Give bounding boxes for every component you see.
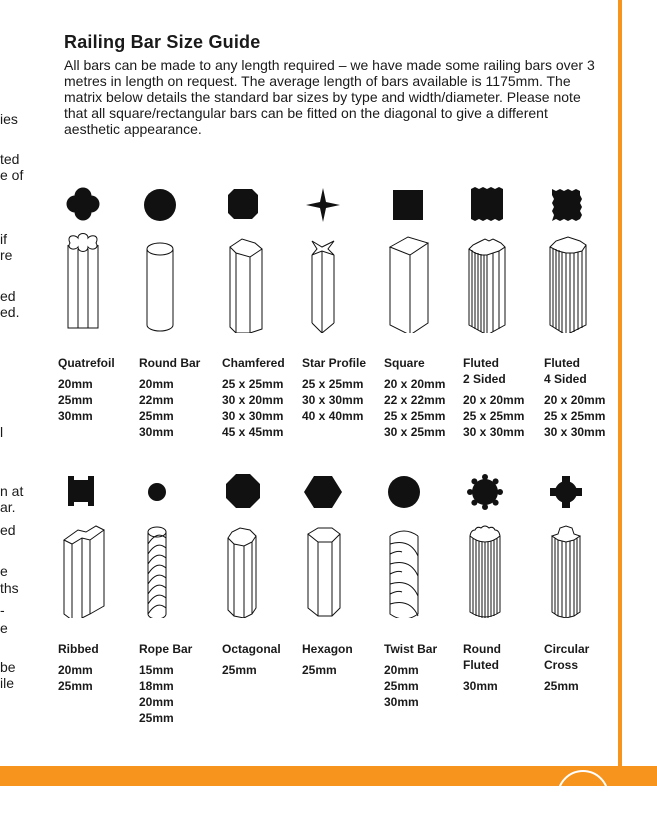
left-column-fragment: re <box>0 247 13 263</box>
size-value: 22 x 22mm <box>384 393 446 407</box>
bar-sizes <box>463 392 545 440</box>
bar-item-octagonal <box>222 468 304 677</box>
size-value: 25mm <box>139 711 174 725</box>
size-value: 25 x 25mm <box>222 377 284 391</box>
left-column-fragment: ted <box>0 151 20 167</box>
bar-sizes <box>222 376 304 440</box>
size-value: 25mm <box>384 679 419 693</box>
size-value: 40 x 40mm <box>302 409 364 423</box>
intro-paragraph: All bars can be made to any length required – we have made some railing bars over 3 metres in length on request. The average length of bars available is 1175mm. The matrix below details the standard bar sizes by type and width/diameter. Please note that all square/rectangular bars can be fitted on the diagonal to give a different aesthetic appearance. <box>64 57 595 137</box>
size-value: 25mm <box>58 679 93 693</box>
size-value: 25 x 25mm <box>302 377 364 391</box>
size-value: 25 x 25mm <box>463 409 525 423</box>
size-value: 30 x 30mm <box>222 409 284 423</box>
bar-sizes <box>302 662 384 678</box>
size-value: 25 x 25mm <box>544 409 606 423</box>
size-value: 20 x 20mm <box>384 377 446 391</box>
octagonal-icon <box>222 468 272 618</box>
round-fluted-icon <box>463 468 513 618</box>
left-column-fragment: be <box>0 659 16 675</box>
left-column-fragment: if <box>0 231 7 247</box>
quatrefoil-icon <box>58 183 108 333</box>
orange-footer-band <box>0 766 657 786</box>
bar-sizes <box>384 376 466 440</box>
bar-name: Round Fluted <box>463 642 501 672</box>
size-value: 30mm <box>58 409 93 423</box>
size-value: 30mm <box>463 679 498 693</box>
bar-item-round-fluted <box>463 468 545 693</box>
bar-name: Square <box>384 356 425 370</box>
rope-bar-icon <box>139 468 189 618</box>
fluted-4-sided-icon <box>544 183 594 333</box>
size-value: 25mm <box>222 663 257 677</box>
bar-item-chamfered <box>222 183 304 439</box>
bar-name: Round Bar <box>139 356 201 370</box>
left-column-fragment: ths <box>0 580 19 596</box>
bar-sizes <box>463 678 545 694</box>
square-icon <box>384 183 434 333</box>
size-value: 30 x 30mm <box>463 425 525 439</box>
bar-name: Quatrefoil <box>58 356 115 370</box>
bar-name: Twist Bar <box>384 642 438 656</box>
bar-name: Fluted 2 Sided <box>463 356 506 386</box>
hexagon-icon <box>302 468 352 618</box>
bar-item-twist-bar <box>384 468 466 709</box>
size-value: 20 x 20mm <box>463 393 525 407</box>
left-column-fragment: ed <box>0 522 16 538</box>
size-value: 20mm <box>384 663 419 677</box>
size-value: 20mm <box>139 695 174 709</box>
size-value: 30mm <box>139 425 174 439</box>
size-value: 18mm <box>139 679 174 693</box>
size-value: 22mm <box>139 393 174 407</box>
size-value: 20mm <box>139 377 174 391</box>
bar-item-quatrefoil <box>58 183 140 423</box>
size-value: 25mm <box>139 409 174 423</box>
bar-item-ribbed <box>58 468 140 693</box>
bar-sizes <box>544 392 626 440</box>
size-value: 45 x 45mm <box>222 425 284 439</box>
left-column-fragment: e <box>0 563 8 579</box>
bar-name: Ribbed <box>58 642 99 656</box>
size-value: 25mm <box>58 393 93 407</box>
bar-item-fluted-2-sided <box>463 183 545 439</box>
size-value: 25mm <box>302 663 337 677</box>
ribbed-icon <box>58 468 108 618</box>
chamfered-icon <box>222 183 272 333</box>
bar-item-fluted-4-sided <box>544 183 626 439</box>
left-column-fragment: e of <box>0 167 24 183</box>
bar-name: Hexagon <box>302 642 353 656</box>
page-number-badge <box>557 770 609 822</box>
bar-item-hexagon <box>302 468 384 677</box>
page-heading: Railing Bar Size Guide <box>64 32 261 52</box>
left-column-fragment: ed. <box>0 304 20 320</box>
bar-name: Circular Cross <box>544 642 590 672</box>
size-value: 20mm <box>58 663 93 677</box>
bar-name: Star Profile <box>302 356 367 370</box>
bar-item-rope-bar <box>139 468 221 725</box>
size-value: 25mm <box>544 679 579 693</box>
bar-sizes <box>58 376 140 424</box>
size-value: 30 x 30mm <box>302 393 364 407</box>
left-column-fragment: e <box>0 620 8 636</box>
left-column-fragment: l <box>0 424 4 440</box>
left-column-fragment: n at <box>0 483 24 499</box>
left-column-fragment: ar. <box>0 499 16 515</box>
size-value: 20mm <box>58 377 93 391</box>
size-value: 25 x 25mm <box>384 409 446 423</box>
left-column-fragment: ies <box>0 111 18 127</box>
bar-sizes <box>302 376 384 424</box>
left-column-fragment: - <box>0 602 5 618</box>
bar-name: Rope Bar <box>139 642 193 656</box>
bar-sizes <box>544 678 626 694</box>
left-column-fragment: ile <box>0 675 15 691</box>
size-value: 30 x 30mm <box>544 425 606 439</box>
size-value: 30 x 25mm <box>384 425 446 439</box>
bar-sizes <box>139 662 221 726</box>
bar-name: Octagonal <box>222 642 281 656</box>
size-value: 30 x 20mm <box>222 393 284 407</box>
round-bar-icon <box>139 183 189 333</box>
bar-sizes <box>58 662 140 694</box>
fluted-2-sided-icon <box>463 183 513 333</box>
bar-sizes <box>384 662 466 710</box>
bar-item-square <box>384 183 466 439</box>
size-value: 20 x 20mm <box>544 393 606 407</box>
circular-cross-icon <box>544 468 594 618</box>
left-column-fragment: ed <box>0 288 16 304</box>
bar-name: Chamfered <box>222 356 285 370</box>
bar-item-circular-cross <box>544 468 626 693</box>
bar-item-round-bar <box>139 183 221 439</box>
bar-name: Fluted 4 Sided <box>544 356 587 386</box>
size-value: 30mm <box>384 695 419 709</box>
bar-sizes <box>139 376 221 440</box>
star-profile-icon <box>302 183 352 333</box>
size-value: 15mm <box>139 663 174 677</box>
bar-sizes <box>222 662 304 678</box>
bar-item-star-profile <box>302 183 384 423</box>
twist-bar-icon <box>384 468 434 618</box>
